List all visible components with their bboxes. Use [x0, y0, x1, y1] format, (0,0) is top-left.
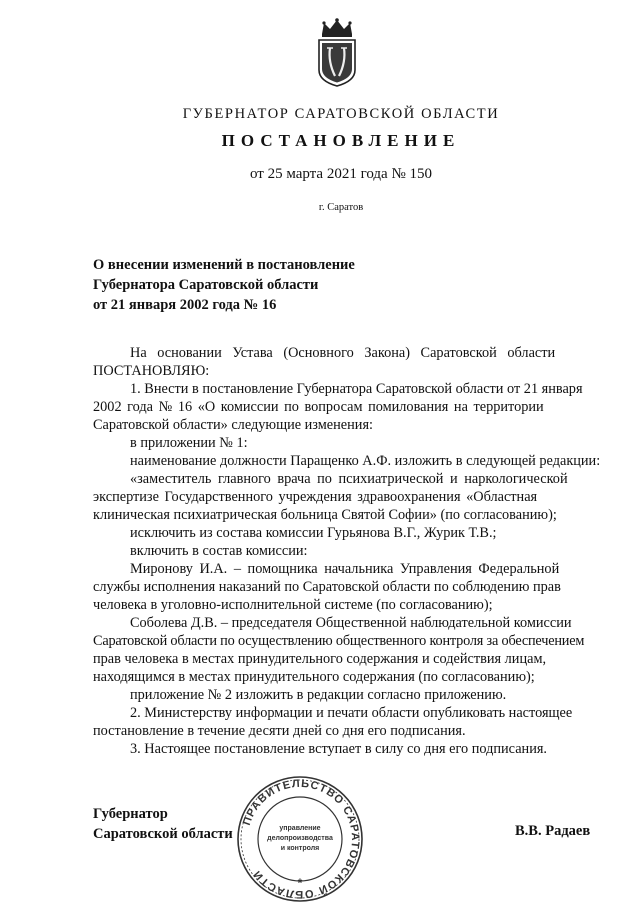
body-line: в приложении № 1: — [130, 435, 248, 451]
body-line: клиническая психиатрическая больница Святой Софии» (по согласованию); — [93, 507, 557, 523]
subject-line: О внесении изменений в постановление — [93, 257, 355, 273]
body-line: находящимся в местах принудительного содержания (по согласованию); — [93, 669, 535, 685]
body-line: 2. Министерству информации и печати области опубликовать настоящее — [130, 705, 573, 721]
stamp-center-line: и контроля — [280, 845, 320, 852]
body-line: исключить из состава комиссии Гурьянова В.Г., Журик Т.В.; — [130, 525, 497, 541]
signatory-title — [93, 804, 233, 844]
body-line: наименование должности Паращенко А.Ф. изложить в следующей редакции: — [130, 453, 601, 469]
body-line: Саратовской области» следующие изменения: — [93, 417, 373, 433]
coat-of-arms-emblem — [311, 18, 363, 88]
body-line: «заместитель главного врача по психиатрической и наркологической — [130, 471, 568, 487]
body-line: экспертизе Государственного учреждения здравоохранения «Областная — [93, 489, 538, 505]
stamp-ring-text: ПРАВИТЕЛЬСТВО САРАТОВСКОЙ ОБЛАСТИ — [240, 777, 362, 901]
official-stamp — [230, 775, 370, 903]
body-line: включить в состав комиссии: — [130, 543, 308, 559]
body-line: прав человека в местах принудительного содержания и содействия лицам, — [93, 651, 547, 667]
body-line: На основании Устава (Основного Закона) Саратовской области — [130, 345, 556, 361]
body-line: приложение № 2 изложить в редакции согласно приложению. — [130, 687, 507, 703]
stamp-center-line: делопроизводства — [267, 835, 333, 842]
body-line: 1. Внести в постановление Губернатора Саратовской области от 21 января — [130, 381, 583, 397]
body-line: 2002 года № 16 «О комиссии по вопросам помилования на территории — [93, 399, 544, 415]
body-line: Саратовской области по осуществлению общественного контроля за обеспечением — [93, 633, 585, 649]
authority-heading: ГУБЕРНАТОР САРАТОВСКОЙ ОБЛАСТИ — [182, 106, 500, 122]
signatory-title-line: Губернатор — [93, 806, 168, 822]
document-type-title: ПОСТАНОВЛЕНИЕ — [221, 131, 461, 150]
city-label: г. Саратов — [318, 202, 364, 213]
subject-line: от 21 января 2002 года № 16 — [93, 297, 277, 313]
stamp-center-line: управление — [279, 825, 321, 832]
signatory-title-line: Саратовской области — [93, 826, 233, 842]
body-line: Миронову И.А. – помощника начальника Управления Федеральной — [130, 561, 560, 577]
body-line: службы исполнения наказаний по Саратовской области по соблюдению прав — [93, 579, 561, 595]
document-subject — [93, 255, 413, 315]
body-line: 3. Настоящее постановление вступает в силу со дня его подписания. — [130, 741, 547, 757]
body-line: Соболева Д.В. – председателя Общественной наблюдательной комиссии — [130, 615, 572, 631]
date-number: от 25 марта 2021 года № 150 — [249, 166, 433, 182]
body-line: постановление в течение десяти дней со дня его подписания. — [93, 723, 466, 739]
subject-line: Губернатора Саратовской области — [93, 277, 319, 293]
body-line: человека в уголовно-исполнительной системе (по согласованию); — [93, 597, 493, 613]
body-line: ПОСТАНОВЛЯЮ: — [93, 363, 210, 379]
signatory-name: В.В. Радаев — [515, 823, 591, 839]
stamp-star: * — [297, 876, 303, 890]
